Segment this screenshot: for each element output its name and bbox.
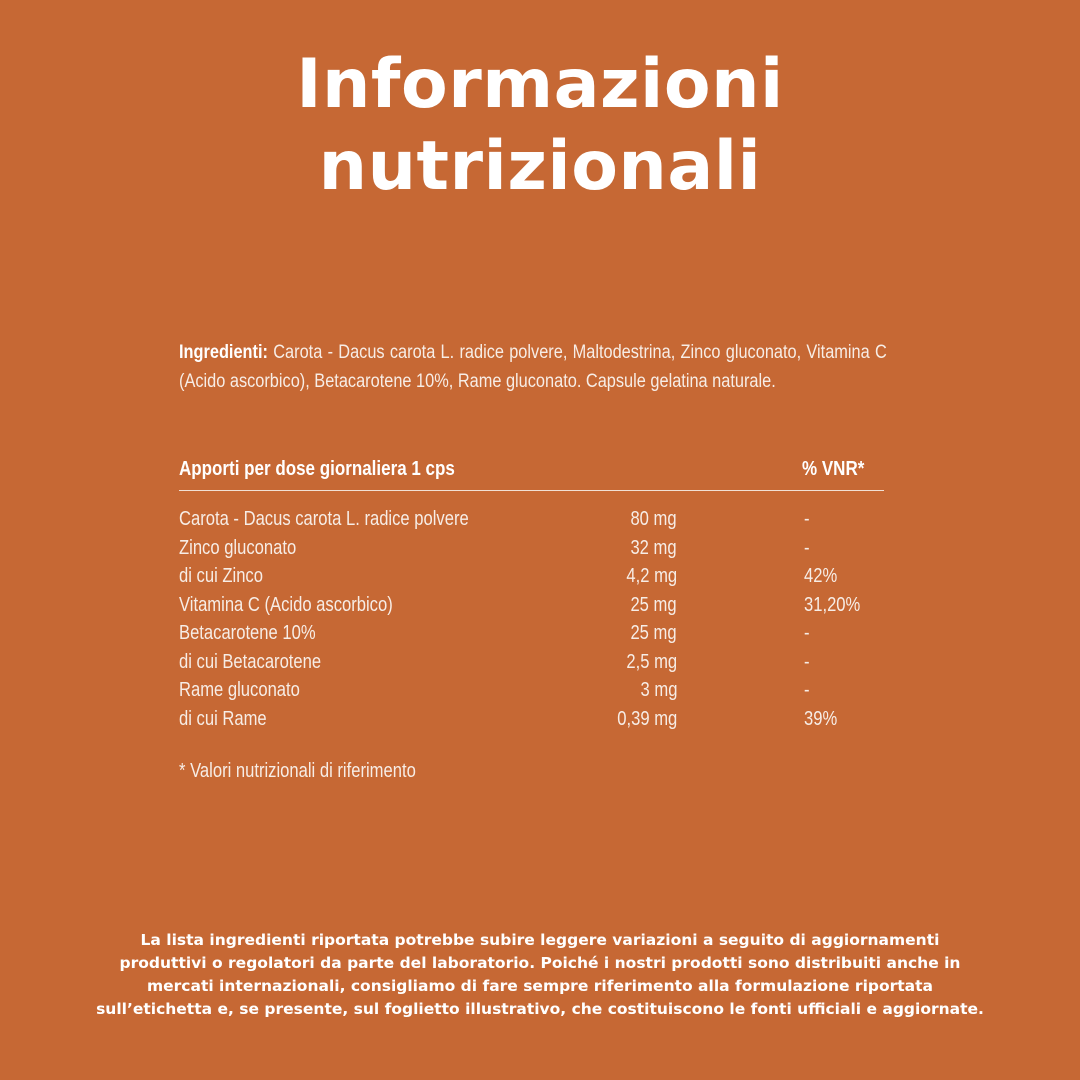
table-row [179, 705, 884, 734]
row-name: di cui Zinco [179, 565, 263, 587]
disclaimer-line-3: mercati internazionali, consigliamo di fare sempre riferimento alla formulazione riportata [146, 977, 934, 995]
row-vnr: - [804, 536, 810, 559]
nutrition-header-label: Apporti per dose giornaliera 1 cps [179, 458, 455, 480]
row-amount: 3 mg [640, 679, 677, 701]
ingredients-label: Ingredienti: [179, 342, 268, 363]
row-vnr: 31,20% [804, 593, 861, 616]
disclaimer-text [40, 929, 1040, 1021]
row-name: di cui Betacarotene [179, 650, 322, 673]
table-row [179, 676, 884, 705]
row-name: di cui Rame [179, 707, 267, 730]
row-amount: 32 mg [630, 536, 677, 559]
disclaimer-line-4: sull’etichetta e, se presente, sul foglietto illustrativo, che costituiscono le fonti ufficiali e aggiornate. [96, 1000, 984, 1018]
page-title-line-2: nutrizionali [318, 127, 762, 206]
row-amount: 25 mg [630, 622, 677, 644]
table-row [179, 648, 884, 677]
nutrition-header-vnr: % VNR* [802, 458, 865, 480]
table-row [179, 534, 884, 563]
row-amount: 25 mg [630, 593, 677, 616]
table-row [179, 619, 884, 648]
row-name: Betacarotene 10% [179, 622, 316, 644]
row-vnr: - [804, 622, 810, 644]
vnr-footnote: * Valori nutrizionali di riferimento [179, 760, 416, 782]
row-vnr: 39% [804, 707, 838, 730]
row-name: Carota - Dacus carota L. radice polvere [179, 508, 469, 530]
disclaimer-line-2: produttivi o regolatori da parte del laboratorio. Poiché i nostri prodotti sono distribuiti anche in [119, 954, 961, 972]
ingredients-paragraph [179, 338, 887, 396]
row-vnr: - [804, 650, 810, 673]
page-title [0, 44, 1080, 208]
row-amount: 4,2 mg [626, 565, 677, 587]
row-name: Vitamina C (Acido ascorbico) [179, 593, 393, 616]
table-row [179, 562, 884, 591]
disclaimer-line-1: La lista ingredienti riportata potrebbe subire leggere variazioni a seguito di aggiornamenti [140, 931, 940, 949]
row-vnr: 42% [804, 565, 838, 587]
row-amount: 0,39 mg [617, 707, 677, 730]
ingredients-text: Carota - Dacus carota L. radice polvere, Maltodestrina, Zinco gluconato, Vitamina C (Acido ascorbico), Betacarotene 10%, Rame gluconato. Capsule gelatina naturale. [179, 342, 887, 392]
row-amount: 2,5 mg [626, 650, 677, 673]
row-vnr: - [804, 508, 810, 530]
row-name: Rame gluconato [179, 679, 300, 701]
row-amount: 80 mg [630, 508, 677, 530]
row-name: Zinco gluconato [179, 536, 297, 559]
table-row [179, 591, 884, 620]
nutrition-table [179, 505, 884, 733]
row-vnr: - [804, 679, 810, 701]
page-title-line-1: Informazioni [296, 45, 784, 124]
nutrition-table-header [179, 456, 884, 491]
table-row [179, 505, 884, 534]
